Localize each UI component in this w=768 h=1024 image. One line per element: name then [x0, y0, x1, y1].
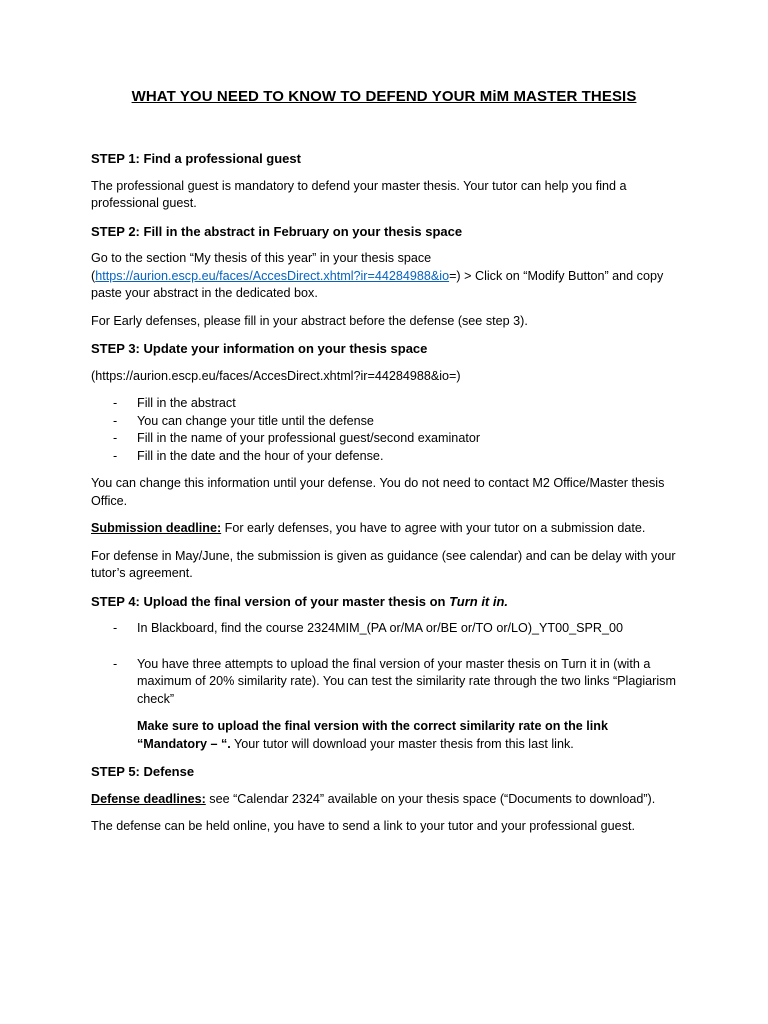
- step4-bullet-list: [91, 620, 681, 708]
- step2-text-after: =) > Click on “Modify Button” and copy paste your abstract in the dedicated box.: [91, 268, 664, 300]
- list-item-text: Fill in the abstract: [137, 396, 236, 410]
- submission-deadline-label: Submission deadline:: [91, 521, 222, 535]
- bullet-dash: -: [113, 396, 118, 410]
- defense-deadline-label: Defense deadlines:: [91, 791, 206, 806]
- step3-change-text: You can change this information until your defense. You do not need to contact M2 Office/Master thesis Office.: [91, 476, 665, 508]
- bullet-dash: -: [113, 431, 118, 445]
- list-item-text: You have three attempts to upload the final version of your master thesis on Turn it in (with a maximum of 20% similarity rate). You can test the similarity rate through the two links “Plagiarism check”: [137, 656, 676, 706]
- bullet-dash: -: [113, 448, 118, 463]
- submission-deadline-text: For early defenses, you have to agree with your tutor on a submission date.: [221, 521, 646, 535]
- step1-text: The professional guest is mandatory to defend your master thesis. Your tutor can help you find a professional guest.: [91, 178, 627, 210]
- defense-deadline: [91, 791, 681, 809]
- step4-note-rest: Your tutor will download your master thesis from this last link.: [230, 736, 574, 751]
- step2-note: For Early defenses, please fill in your abstract before the defense (see step 3).: [91, 313, 528, 328]
- step4-bold-note: Make sure to upload the final version with the correct similarity rate on the link “Mandatory – “.: [137, 719, 608, 751]
- defense-online-text: The defense can be held online, you have to send a link to your tutor and your professional guest.: [91, 819, 635, 833]
- list-item: [91, 620, 681, 638]
- step1-heading: STEP 1: Find a professional guest: [91, 151, 301, 166]
- list-item: [91, 656, 681, 709]
- bullet-dash: -: [113, 656, 118, 671]
- step4-note: [91, 718, 681, 753]
- list-item-text: Fill in the name of your professional guest/second examinator: [137, 431, 481, 445]
- step4-heading: [91, 593, 681, 611]
- submission-deadline: [91, 520, 681, 538]
- step3-bullet-list: [91, 395, 681, 465]
- list-spacer: [91, 647, 681, 656]
- list-item: [91, 395, 681, 413]
- bullet-dash: -: [113, 413, 118, 428]
- list-item-text: In Blackboard, find the course 2324MIM_(PA or/MA or/BE or/TO or/LO)_YT00_SPR_00: [137, 621, 624, 635]
- step2-heading: STEP 2: Fill in the abstract in February on your thesis space: [91, 223, 463, 239]
- step4-heading-italic: Turn it in.: [449, 593, 509, 609]
- step2-text-before: Go to the section “My thesis of this year” in your thesis space (: [91, 251, 432, 283]
- step2-text: [91, 250, 681, 303]
- list-item-text: You can change your title until the defense: [137, 413, 374, 428]
- defense-deadline-text: see “Calendar 2324” available on your thesis space (“Documents to download”).: [205, 791, 656, 806]
- list-item: [91, 413, 681, 431]
- step3-url: (https://aurion.escp.eu/faces/AccesDirect.xhtml?ir=44284988&io=): [91, 368, 461, 383]
- list-item-text: Fill in the date and the hour of your defense.: [137, 448, 384, 463]
- step3-heading: STEP 3: Update your information on your thesis space: [91, 341, 428, 356]
- list-item: [91, 448, 681, 466]
- may-june-text: For defense in May/June, the submission is given as guidance (see calendar) and can be delay with your tutor’s agreement.: [91, 548, 676, 580]
- document-body: [91, 150, 681, 846]
- step5-heading: STEP 5: Defense: [91, 764, 195, 779]
- document-title: WHAT YOU NEED TO KNOW TO DEFEND YOUR MiM MASTER THESIS: [131, 88, 637, 105]
- bullet-dash: -: [113, 621, 118, 635]
- aurion-link[interactable]: https://aurion.escp.eu/faces/AccesDirect.xhtml?ir=44284988&io: [95, 268, 450, 283]
- list-spacer: [91, 638, 681, 647]
- list-item: [91, 430, 681, 448]
- step4-heading-text: STEP 4: Upload the final version of your master thesis on: [91, 593, 450, 609]
